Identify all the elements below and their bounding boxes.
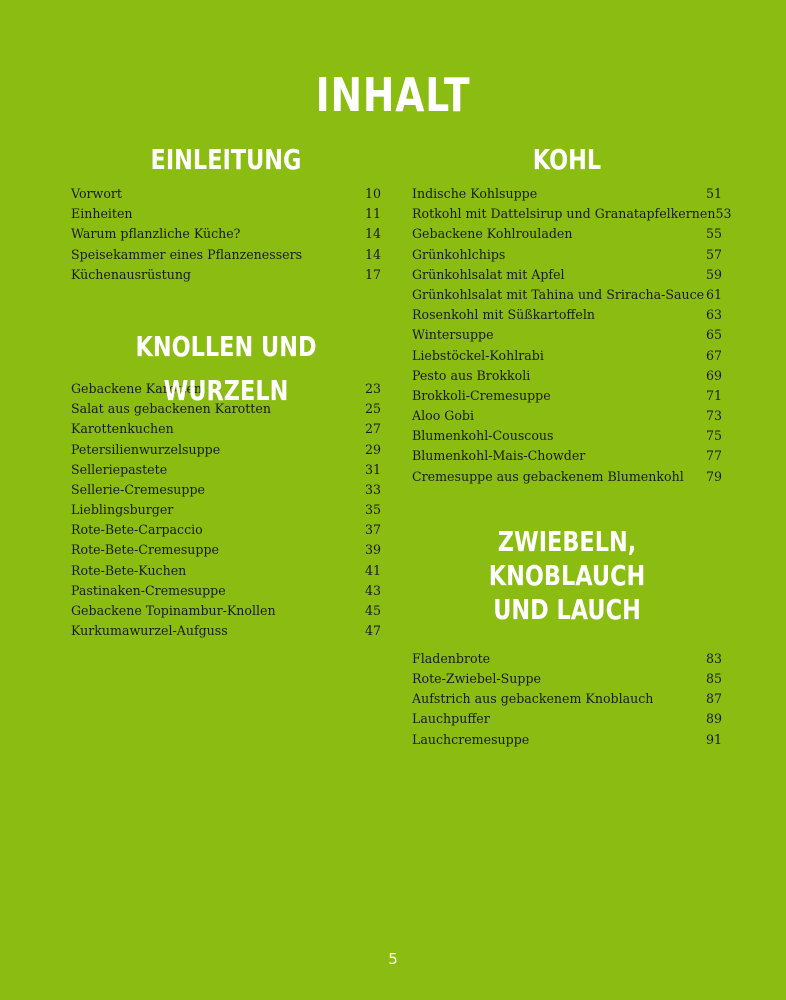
entry-page: 29	[364, 441, 381, 457]
entry-label: Aufstrich aus gebackenem Knoblauch	[412, 691, 654, 707]
entry-page: 14	[364, 226, 381, 242]
entry-label: Lauchpuffer	[412, 711, 490, 727]
entry-list	[412, 649, 722, 750]
entry-page: 25	[364, 401, 381, 417]
entry-label: Salat aus gebackenen Karotten	[71, 401, 271, 417]
entry-page: 47	[364, 623, 381, 639]
toc-entry[interactable]	[71, 184, 381, 204]
toc-entry[interactable]	[71, 500, 381, 520]
entry-page: 35	[364, 502, 381, 518]
entry-page: 27	[364, 421, 381, 437]
entry-label: Cremesuppe aus gebackenem Blumenkohl	[412, 468, 684, 484]
section-einleitung	[71, 140, 381, 285]
entry-page: 57	[705, 246, 722, 262]
toc-entry[interactable]	[71, 204, 381, 224]
section-heading: EINLEITUNG	[150, 143, 302, 176]
entry-label: Selleriepastete	[71, 461, 168, 477]
entry-page: 31	[364, 461, 381, 477]
entry-label: Warum pflanzliche Küche?	[71, 226, 241, 242]
section-heading: KOHL	[532, 143, 602, 176]
entry-page: 39	[364, 542, 381, 558]
entry-label: Rote-Bete-Kuchen	[71, 562, 187, 578]
entry-label: Vorwort	[71, 186, 122, 201]
toc-entry[interactable]	[71, 601, 381, 621]
toc-entry[interactable]	[71, 265, 381, 285]
entry-page: 61	[705, 286, 722, 302]
toc-entry[interactable]	[71, 245, 381, 265]
entry-page: 63	[705, 307, 722, 323]
toc-entry[interactable]	[412, 346, 722, 366]
entry-label: Grünkohlsalat mit Apfel	[412, 266, 565, 282]
entry-label: Rosenkohl mit Süßkartoffeln	[412, 307, 595, 323]
entry-list	[71, 184, 381, 285]
section-kohl	[412, 140, 732, 487]
entry-label: Grünkohlchips	[412, 246, 506, 262]
entry-page: 91	[705, 731, 722, 747]
entry-label: Gebackene Kohlrouladen	[412, 226, 573, 242]
entry-label: Sellerie-Cremesuppe	[71, 481, 205, 497]
toc-entry[interactable]	[412, 426, 722, 446]
entry-label: Fladenbrote	[412, 650, 491, 666]
toc-entry[interactable]	[412, 184, 722, 204]
entry-label: Gebackene Topinambur-Knollen	[71, 603, 276, 618]
entry-label: Lieblingsburger	[71, 502, 174, 518]
entry-label: Einheiten	[71, 206, 133, 222]
entry-page: 73	[705, 408, 722, 424]
entry-page: 53	[715, 206, 732, 222]
entry-label: Blumenkohl-Mais-Chowder	[412, 448, 586, 464]
entry-label: Pastinaken-Cremesuppe	[71, 582, 226, 598]
entry-label: Rotkohl mit Dattelsirup und Granatapfelkernen	[412, 206, 716, 222]
toc-entry[interactable]	[412, 467, 722, 487]
toc-entry[interactable]	[412, 366, 722, 386]
entry-page: 71	[705, 387, 722, 403]
toc-entry[interactable]	[71, 480, 381, 500]
entry-label: Lauchcremesuppe	[412, 731, 530, 747]
toc-entry[interactable]	[71, 419, 381, 439]
toc-entry[interactable]	[71, 621, 381, 641]
entry-page: 37	[364, 522, 381, 538]
toc-entry[interactable]	[71, 581, 381, 601]
entry-label: Rote-Bete-Cremesuppe	[71, 542, 219, 558]
section-zwiebeln-knoblauch-lauch	[412, 525, 722, 750]
toc-entry[interactable]	[412, 406, 722, 426]
entry-page: 87	[705, 691, 722, 707]
entry-label: Rote-Zwiebel-Suppe	[412, 671, 541, 686]
section-heading: ZWIEBELN, KNOBLAUCH UND LAUCH	[488, 524, 646, 626]
toc-entry[interactable]	[71, 224, 381, 244]
entry-page: 33	[364, 481, 381, 497]
toc-entry[interactable]	[412, 224, 722, 244]
toc-entry[interactable]	[412, 709, 722, 729]
entry-label: Gebackene Karotten	[71, 380, 202, 396]
entry-page: 10	[364, 186, 381, 201]
entry-label: Speisekammer eines Pflanzenessers	[71, 246, 303, 262]
entry-page: 17	[364, 266, 381, 282]
entry-page: 75	[705, 428, 722, 444]
entry-page: 23	[364, 380, 381, 396]
entry-page: 43	[364, 582, 381, 598]
entry-label: Petersilienwurzelsuppe	[71, 441, 221, 457]
entry-page: 69	[705, 367, 722, 383]
entry-label: Blumenkohl-Couscous	[412, 428, 554, 444]
toc-entry[interactable]	[71, 460, 381, 480]
entry-page: 11	[364, 206, 381, 222]
toc-entry[interactable]	[412, 245, 722, 265]
toc-entry[interactable]	[71, 520, 381, 540]
entry-page: 67	[705, 347, 722, 363]
entry-label: Grünkohlsalat mit Tahina und Sriracha-Sauce	[412, 286, 705, 302]
entry-label: Wintersuppe	[412, 327, 494, 343]
toc-entry[interactable]	[71, 540, 381, 560]
toc-column-left	[71, 140, 381, 641]
entry-page: 55	[705, 226, 722, 242]
toc-entry[interactable]	[412, 325, 722, 345]
entry-label: Rote-Bete-Carpaccio	[71, 522, 203, 538]
entry-list	[412, 184, 732, 487]
page-title: INHALT	[315, 68, 471, 122]
entry-page: 51	[705, 186, 722, 201]
toc-column-right	[412, 140, 732, 750]
section-heading: KNOLLEN UND WURZELN	[135, 329, 317, 407]
toc-entry[interactable]	[412, 386, 722, 406]
entry-page: 59	[705, 266, 722, 282]
entry-label: Aloo Gobi	[412, 408, 475, 424]
entry-page: 65	[705, 327, 722, 343]
toc-entry[interactable]	[71, 440, 381, 460]
toc-entry[interactable]	[71, 561, 381, 581]
toc-entry[interactable]	[412, 669, 722, 689]
entry-page: 77	[705, 448, 722, 464]
entry-label: Liebstöckel-Kohlrabi	[412, 347, 544, 363]
entry-label: Küchenausrüstung	[71, 266, 191, 282]
entry-page: 89	[705, 711, 722, 727]
entry-label: Pesto aus Brokkoli	[412, 367, 531, 383]
toc-entry[interactable]	[412, 649, 722, 669]
entry-page: 85	[705, 671, 722, 686]
toc-entry[interactable]	[412, 689, 722, 709]
entry-page: 79	[705, 468, 722, 484]
entry-page: 14	[364, 246, 381, 262]
entry-page: 41	[364, 562, 381, 578]
toc-entry[interactable]	[412, 446, 722, 466]
entry-label: Brokkoli-Cremesuppe	[412, 387, 551, 403]
toc-entry[interactable]	[412, 204, 732, 224]
entry-label: Indische Kohlsuppe	[412, 186, 538, 201]
page-number: 5	[388, 950, 398, 968]
toc-entry[interactable]	[412, 730, 722, 750]
entry-page: 45	[364, 603, 381, 618]
section-knollen-und-wurzeln	[71, 325, 381, 641]
entry-page: 83	[705, 650, 722, 666]
toc-entry[interactable]	[412, 265, 722, 285]
entry-list	[71, 379, 381, 641]
entry-label: Kurkumawurzel-Aufguss	[71, 623, 228, 639]
entry-label: Karottenkuchen	[71, 421, 174, 437]
toc-entry[interactable]	[412, 285, 722, 305]
toc-entry[interactable]	[412, 305, 722, 325]
